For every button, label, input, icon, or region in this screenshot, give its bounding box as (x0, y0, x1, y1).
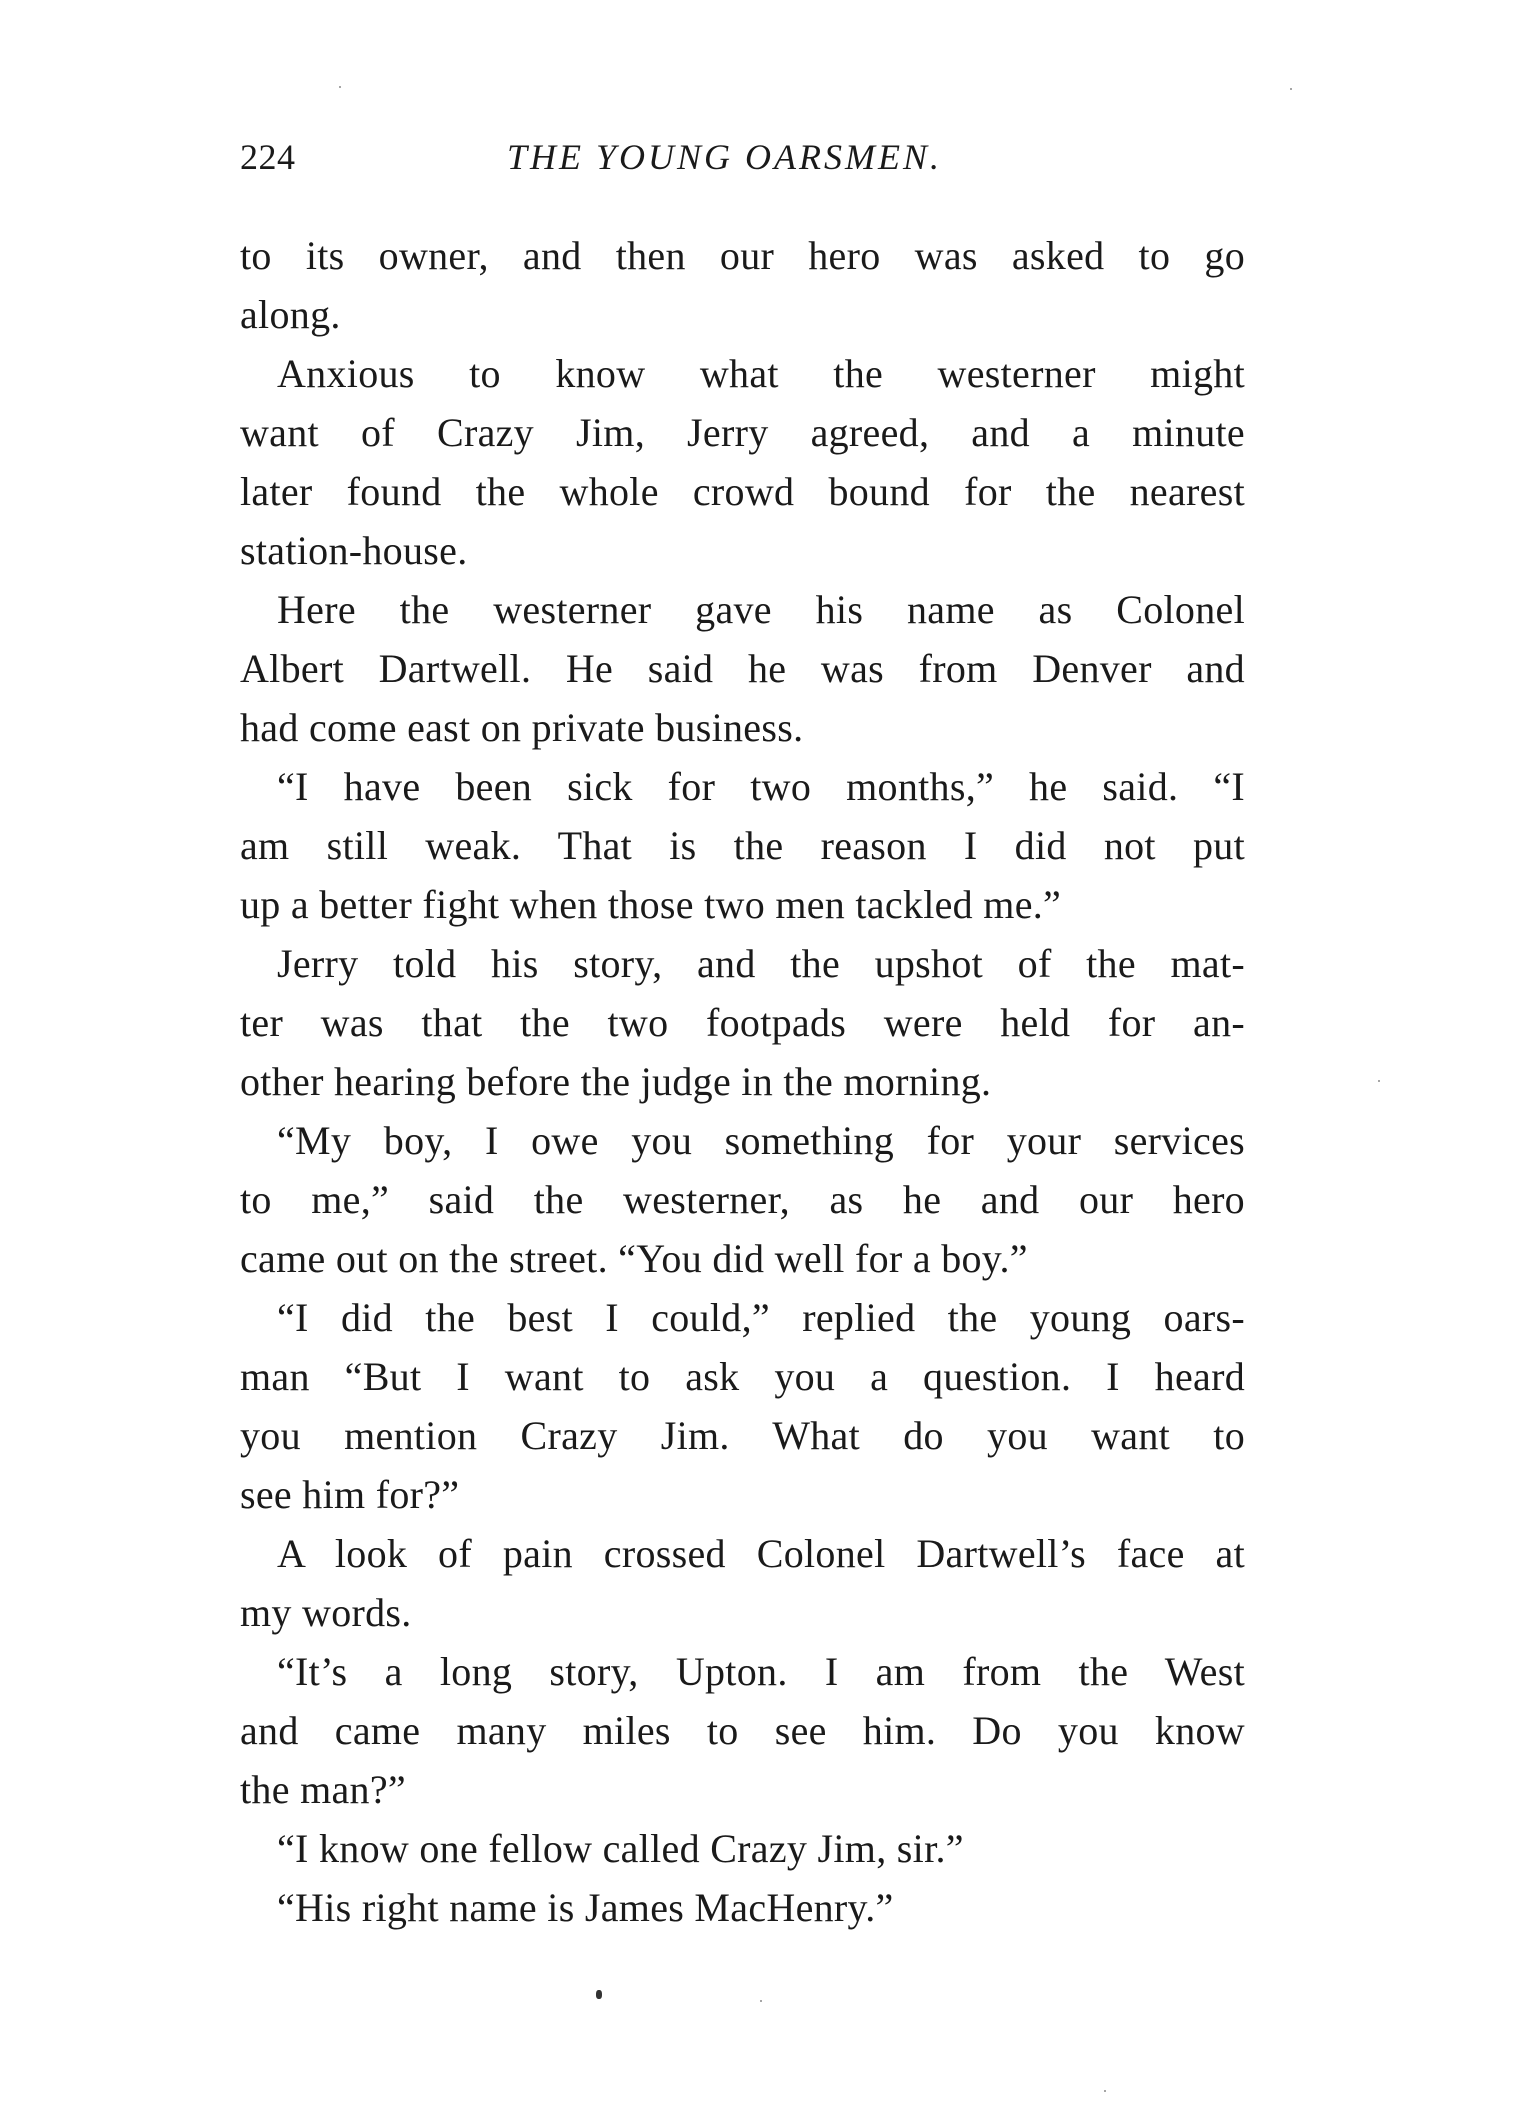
paragraph (240, 1878, 1245, 1937)
text-line: up a better fight when those two men tackled me.” (240, 882, 1062, 927)
paragraph (240, 580, 1245, 757)
text-line: the man?” (240, 1767, 406, 1812)
paragraph (240, 1642, 1245, 1819)
text-line: later found the whole crowd bound for the nearest (240, 469, 1245, 514)
running-head (240, 136, 1250, 196)
text-line: to its owner, and then our hero was asked to go (240, 233, 1245, 278)
text-line: A look of pain crossed Colonel Dartwell’s face at (277, 1531, 1245, 1576)
paragraph (240, 1288, 1245, 1524)
text-line: “I know one fellow called Crazy Jim, sir.” (277, 1826, 964, 1871)
text-line: man “But I want to ask you a question. I heard (240, 1354, 1245, 1399)
text-line: Jerry told his story, and the upshot of the mat- (277, 941, 1245, 986)
running-title: THE YOUNG OARSMEN. (507, 137, 943, 177)
text-line: and came many miles to see him. Do you know (240, 1708, 1245, 1753)
text-line: “It’s a long story, Upton. I am from the West (277, 1649, 1245, 1694)
text-line: along. (240, 292, 341, 337)
paragraph (240, 344, 1245, 580)
paragraph (240, 757, 1245, 934)
text-line: came out on the street. “You did well for a boy.” (240, 1236, 1028, 1281)
text-line: am still weak. That is the reason I did not put (240, 823, 1245, 868)
paragraph (240, 934, 1245, 1111)
text-line: Albert Dartwell. He said he was from Denver and (240, 646, 1245, 691)
text-line: “I did the best I could,” replied the young oars- (277, 1295, 1245, 1340)
text-line: other hearing before the judge in the morning. (240, 1059, 992, 1104)
text-line: “My boy, I owe you something for your services (277, 1118, 1245, 1163)
text-line: “His right name is James MacHenry.” (277, 1885, 894, 1930)
paragraph (240, 1524, 1245, 1642)
text-line: you mention Crazy Jim. What do you want to (240, 1413, 1245, 1458)
text-line: want of Crazy Jim, Jerry agreed, and a minute (240, 410, 1245, 455)
text-line: my words. (240, 1590, 412, 1635)
paragraph (240, 1819, 1245, 1878)
page-number: 224 (240, 137, 296, 177)
body-text (240, 226, 1245, 1937)
text-line: Anxious to know what the westerner might (277, 351, 1245, 396)
paragraph (240, 226, 1245, 344)
text-line: station-house. (240, 528, 468, 573)
text-line: Here the westerner gave his name as Colonel (277, 587, 1245, 632)
paragraph (240, 1111, 1245, 1288)
text-line: “I have been sick for two months,” he said. “I (277, 764, 1245, 809)
text-line: ter was that the two footpads were held for an- (240, 1000, 1245, 1045)
text-line: to me,” said the westerner, as he and our hero (240, 1177, 1245, 1222)
text-line: see him for?” (240, 1472, 460, 1517)
text-line: had come east on private business. (240, 705, 804, 750)
